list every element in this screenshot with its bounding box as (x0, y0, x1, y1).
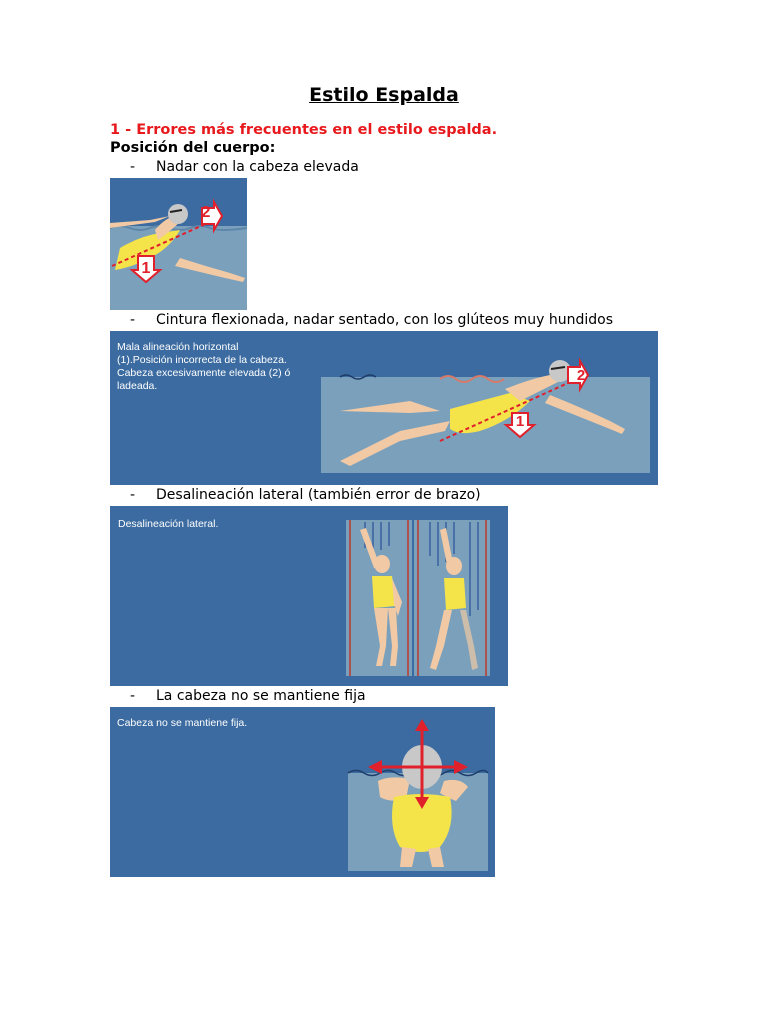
section-title: 1 - Errores más frecuentes en el estilo espalda. (110, 122, 498, 138)
figure-lateral-misalignment (110, 506, 508, 686)
figure-caption: Cabeza no se mantiene fija. (117, 717, 248, 729)
figure-caption: Mala alineación horizontal (1).Posición incorrecta de la cabeza. Cabeza excesivamente elevada (2) ó ladeada. (117, 341, 291, 392)
swimmer-top-view-illustration (110, 506, 508, 686)
document-title: Estilo Espalda (309, 84, 459, 106)
subheading-body-position: Posición del cuerpo: (110, 140, 276, 156)
list-item (130, 159, 359, 175)
list-item-text: Cintura flexionada, nadar sentado, con los glúteos muy hundidos (156, 312, 613, 328)
figure-horizontal-misalignment (110, 331, 658, 485)
bullet-dash: - (130, 688, 136, 704)
swimmer-illustration (110, 178, 247, 310)
swimmer-front-view-illustration (110, 707, 495, 877)
marker-1: 1 (141, 260, 151, 277)
list-item-text: La cabeza no se mantiene fija (156, 688, 366, 704)
figure-head-not-fixed (110, 707, 495, 877)
bullet-dash: - (130, 487, 136, 503)
bullet-dash: - (130, 159, 136, 175)
swimmer-illustration (110, 331, 658, 485)
list-item-text: Nadar con la cabeza elevada (156, 159, 359, 175)
marker-2: 2 (576, 367, 586, 384)
list-item-text: Desalineación lateral (también error de brazo) (156, 487, 481, 503)
marker-2: 2 (201, 204, 211, 221)
figure-caption: Desalineación lateral. (118, 518, 219, 530)
marker-1: 1 (515, 413, 525, 430)
figure-head-elevated (110, 178, 247, 310)
list-item (130, 312, 613, 328)
bullet-dash: - (130, 312, 136, 328)
list-item (130, 688, 366, 704)
list-item (130, 487, 481, 503)
